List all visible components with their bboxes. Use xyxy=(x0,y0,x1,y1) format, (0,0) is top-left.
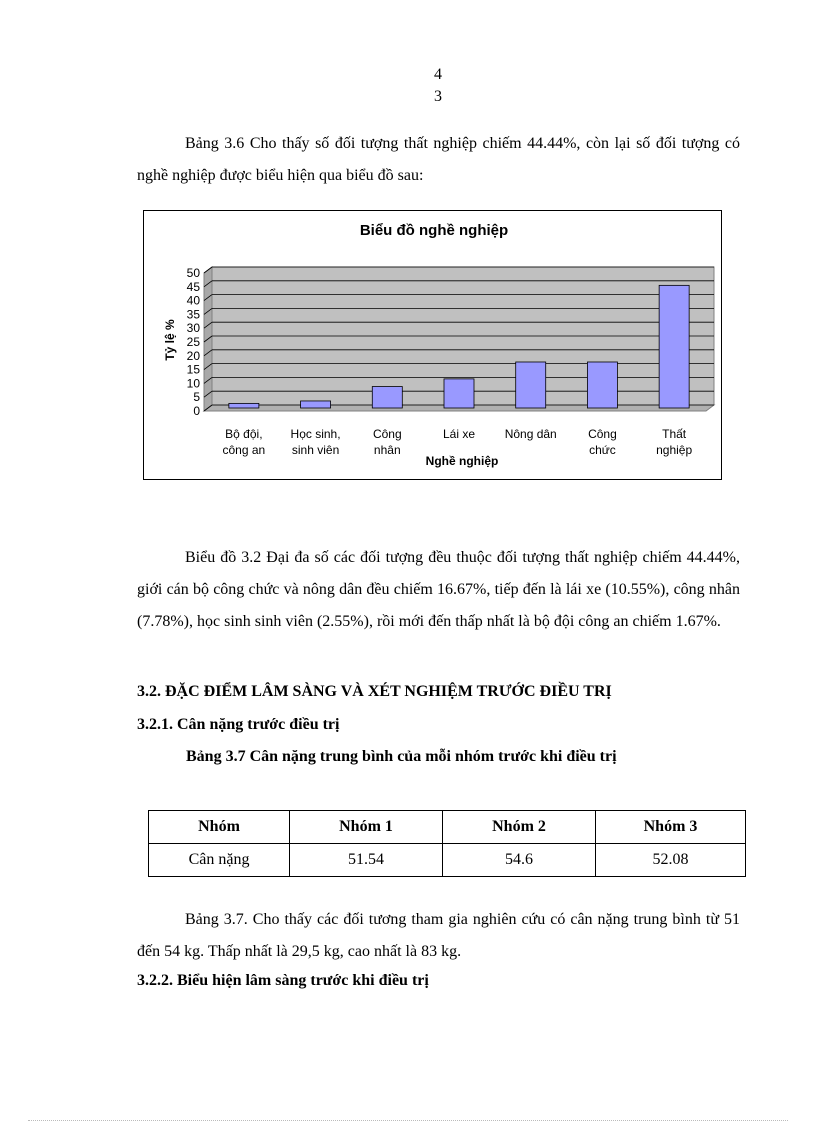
x-tick-label: nhân xyxy=(373,443,401,457)
x-tick-label: Học sinh, xyxy=(290,427,341,441)
y-tick-label: 15 xyxy=(186,362,200,377)
y-tick-label: 50 xyxy=(186,266,200,280)
x-tick-label: công an xyxy=(222,443,266,457)
y-tick-label: 45 xyxy=(186,279,200,294)
table-header-cell: Nhóm xyxy=(149,811,290,844)
subsection-heading-2: 3.2.2. Biểu hiện lâm sàng trước khi điều trị xyxy=(137,972,429,989)
x-tick-label: Lái xe xyxy=(442,427,476,441)
subsection-heading-1: 3.2.1. Cân nặng trước điều trị xyxy=(137,716,340,733)
page-number-bottom: 3 xyxy=(434,88,442,105)
bar xyxy=(229,403,259,408)
table-header-row xyxy=(149,811,746,844)
intro-paragraph: Bảng 3.6 Cho thấy số đối tượng thất nghiệp chiếm 44.44%, còn lại số đối tượng có nghề nghiệp được biểu hiện qua biểu đồ sau: xyxy=(137,135,740,184)
y-tick-label: 0 xyxy=(193,404,200,418)
bar xyxy=(301,401,331,408)
y-axis-label: Tỷ lệ % xyxy=(163,319,177,361)
y-tick-label: 25 xyxy=(186,335,200,349)
bar xyxy=(659,285,689,408)
bar xyxy=(372,387,402,408)
table-header-cell: Nhóm 1 xyxy=(290,811,443,844)
x-tick-label: sinh viên xyxy=(291,443,340,457)
chart-paragraph: Biểu đồ 3.2 Đại đa số các đối tượng đều thuộc đối tượng thất nghiệp chiếm 44.44%, giới cán bộ công chức và nông dân đều chiếm 16.67%, tiếp đến là lái xe (10.55%), công nhân (7.78%), học sinh sinh viên (2.55%), rồi mới đến thấp nhất là bộ đội công an chiếm 1.67%. xyxy=(137,549,740,630)
occupation-chart-svg xyxy=(144,211,721,479)
table-paragraph: Bảng 3.7. Cho thấy các đối tương tham gia nghiên cứu có cân nặng trung bình từ 51 đến 54 kg. Thấp nhất là 29,5 kg, cao nhất là 83 kg. xyxy=(137,911,740,960)
x-tick-label: chức xyxy=(589,443,616,457)
bar xyxy=(587,362,617,408)
x-tick-label: Công xyxy=(588,427,617,441)
section-heading: 3.2. ĐẶC ĐIỂM LÂM SÀNG VÀ XÉT NGHIỆM TRƯỚC ĐIỀU TRỊ xyxy=(137,683,612,700)
y-tick-label: 20 xyxy=(186,348,200,363)
table-cell: Cân nặng xyxy=(149,844,290,877)
x-axis-label: Nghề nghiệp xyxy=(425,454,499,468)
weight-table xyxy=(148,810,746,877)
chart-title: Biểu đồ nghề nghiệp xyxy=(359,222,509,239)
y-tick-label: 10 xyxy=(186,376,200,391)
table-header-cell: Nhóm 2 xyxy=(443,811,596,844)
x-tick-label: Công xyxy=(372,427,402,441)
page-number-top: 4 xyxy=(434,66,442,83)
x-tick-label: Nông dân xyxy=(504,427,557,441)
x-tick-label: Bộ đội, xyxy=(225,427,263,441)
table-cell: 52.08 xyxy=(596,844,746,877)
table-caption: Bảng 3.7 Cân nặng trung bình của mỗi nhóm trước khi điều trị xyxy=(186,748,617,765)
y-tick-label: 35 xyxy=(186,307,200,322)
y-tick-label: 5 xyxy=(193,390,200,405)
y-tick-label: 40 xyxy=(186,293,200,308)
table-cell: 51.54 xyxy=(290,844,443,877)
x-tick-label: nghiệp xyxy=(656,443,693,457)
bar xyxy=(516,362,546,408)
occupation-chart xyxy=(143,210,722,480)
x-tick-label: Thất xyxy=(662,427,687,441)
table-header-cell: Nhóm 3 xyxy=(596,811,746,844)
bar xyxy=(444,379,474,408)
page-footer-divider xyxy=(28,1120,788,1121)
y-tick-label: 30 xyxy=(186,321,200,336)
table-row xyxy=(149,844,746,877)
table-cell: 54.6 xyxy=(443,844,596,877)
